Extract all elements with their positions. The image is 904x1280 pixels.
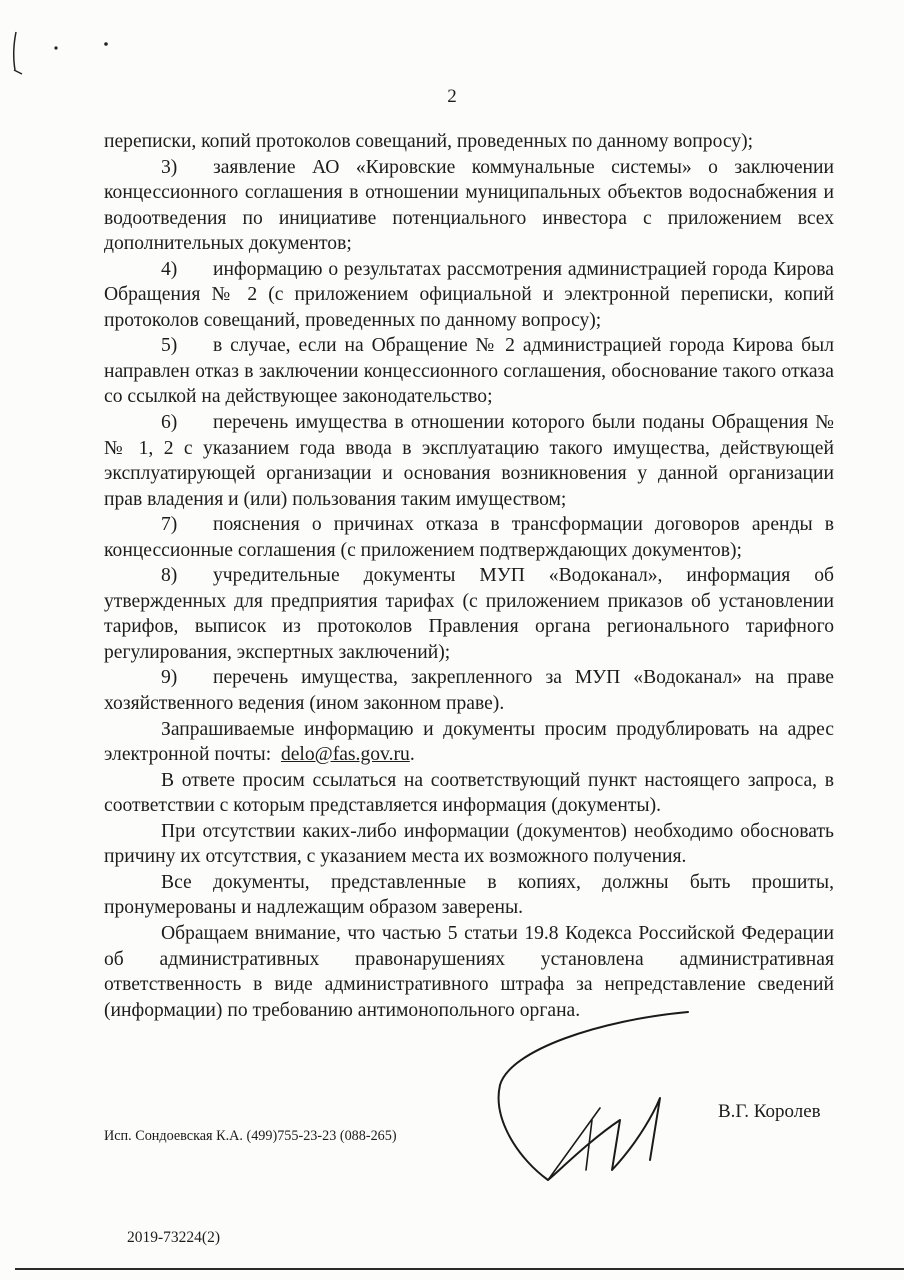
list-item-text: перечень имущества, закрепленного за МУП «Водоканал» на праве хозяйственного ведения (ином законном праве). [104, 667, 834, 715]
list-item-text: пояснения о причинах отказа в трансформации договоров аренды в концессионные соглашения (с приложением подтверждающих документов); [104, 514, 834, 561]
list-number: 6) [161, 412, 178, 434]
paragraph-copies: Все документы, представленные в копиях, должны быть прошиты, пронумерованы и надлежащим образом заверены. [104, 871, 834, 919]
list-number: 5) [161, 335, 178, 357]
list-number: 3) [161, 156, 178, 178]
list-item-6 [104, 410, 834, 512]
list-number: 7) [161, 514, 178, 536]
list-item-text: перечень имущества в отношении которого были поданы Обращения №№ 1, 2 с указанием года ввода в эксплуатацию такого имущества, действующей эксплуатирующей организации и основания возникновения у данной организации прав владения и (или) пользования таким имуществом; [104, 412, 834, 510]
signatory-name: В.Г. Королев [718, 1101, 821, 1122]
list-item-9 [104, 665, 834, 716]
list-item-text: в случае, если на Обращение № 2 администрацией города Кирова был направлен отказ в заключении концессионного соглашения, обоснование такого отказа со ссылкой на действующее законодательство; [104, 335, 834, 408]
paragraph-email-request: Запрашиваемые информацию и документы просим продублировать на адрес электронной почты: delo@fas.gov.ru. [104, 718, 834, 766]
list-item-7 [104, 512, 834, 563]
list-item-text: информацию о результатах рассмотрения администрацией города Кирова Обращения № 2 (с приложением официальной и электронной переписки, копий протоколов совещаний, проведенных по данному вопросу); [104, 258, 834, 331]
document-body [104, 129, 834, 1023]
page-number: 2 [447, 86, 457, 107]
list-item-3 [104, 155, 834, 257]
list-item-4 [104, 257, 834, 334]
scan-edge-mark [6, 22, 116, 87]
paragraph-absence: При отсутствии каких-либо информации (документов) необходимо обосновать причину их отсутствия, с указанием места их возможного получения. [104, 820, 834, 868]
paragraph-reference: В ответе просим ссылаться на соответствующий пункт настоящего запроса, в соответствии с которым представляется информация (документы). [104, 769, 834, 817]
email-link[interactable]: delo@fas.gov.ru [280, 744, 410, 766]
list-number: 9) [161, 667, 178, 689]
list-number: 4) [161, 258, 178, 280]
list-number: 8) [161, 565, 178, 587]
executor-info: Исп. Сондоевская К.А. (499)755-23-23 (088-265) [104, 1128, 397, 1144]
list-item-8 [104, 563, 834, 665]
bottom-divider [15, 1268, 904, 1270]
list-item-text: заявление АО «Кировские коммунальные системы» о заключении концессионного соглашения в отношении муниципальных объектов водоснабжения и водоотведения по инициативе потенциального инвестора с приложением всех дополнительных документов; [104, 156, 834, 255]
paragraph-liability: Обращаем внимание, что частью 5 статьи 19.8 Кодекса Российской Федерации об административных правонарушениях установлена административная ответственность в виде административного штрафа за непредставление сведений (информации) по требованию антимонопольного органа. [104, 922, 834, 1021]
list-item-text: учредительные документы МУП «Водоканал», информация об утвержденных для предприятия тарифах (с приложением приказов об установлении тарифов, выписок из протоколов Правления органа регионального тарифного регулирования, экспертных заключений); [104, 565, 834, 663]
paragraph-continuation: переписки, копий протоколов совещаний, проведенных по данному вопросу); [104, 131, 754, 152]
list-item-5 [104, 333, 834, 410]
document-number: 2019-73224(2) [127, 1229, 220, 1246]
